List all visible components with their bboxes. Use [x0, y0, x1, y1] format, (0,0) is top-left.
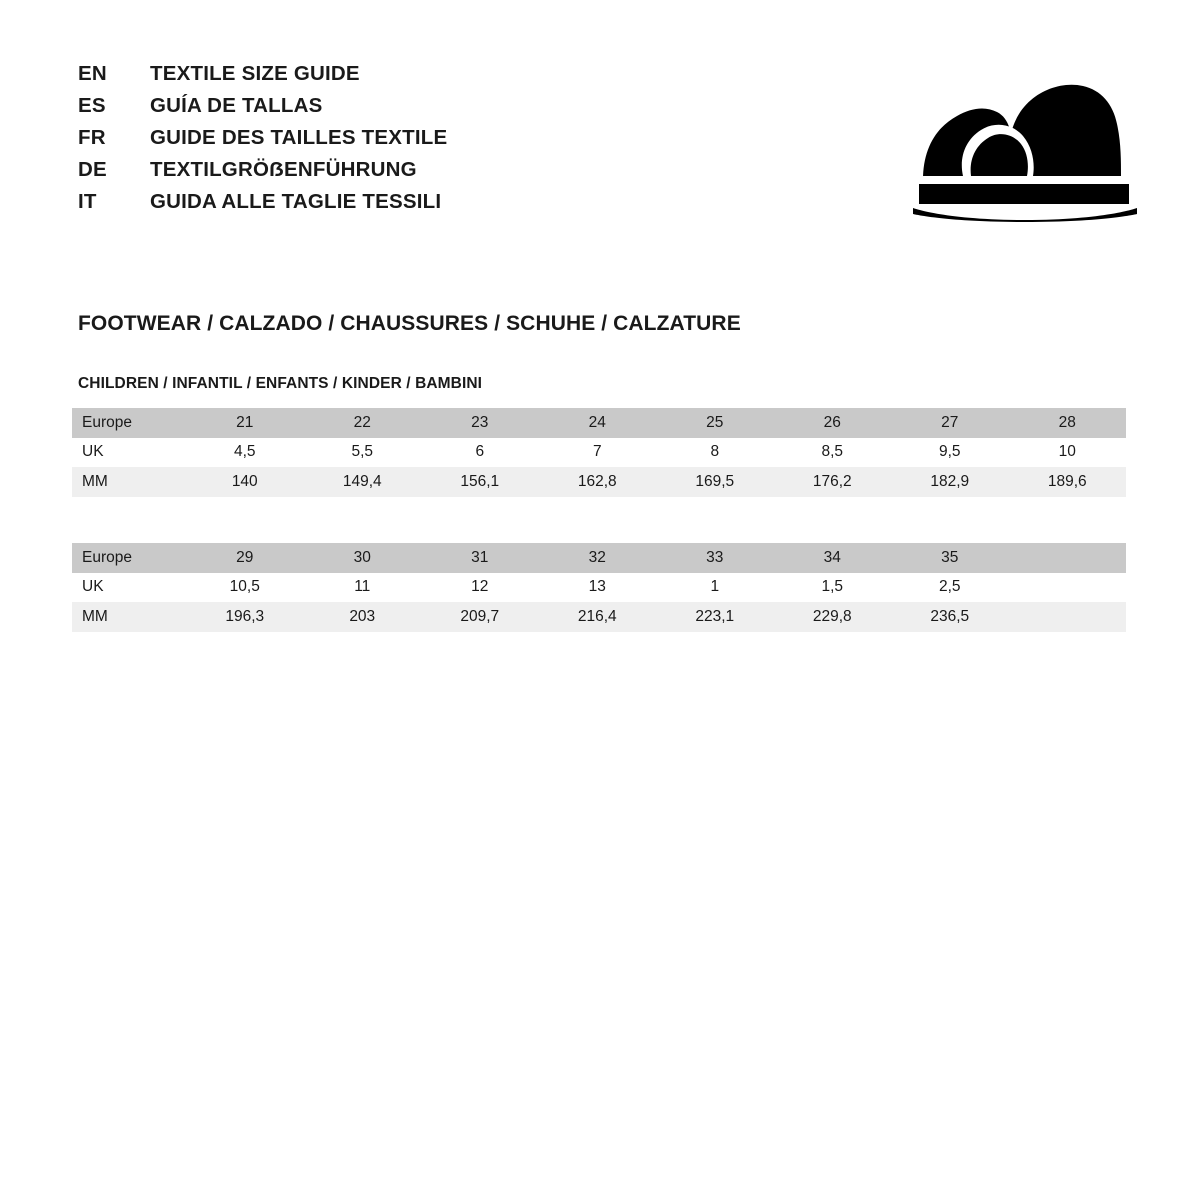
table-row: [72, 543, 1126, 573]
table-cell: 169,5: [656, 467, 774, 497]
table-cell: 5,5: [304, 438, 422, 468]
table-cell: 236,5: [891, 602, 1009, 632]
table-row: [72, 467, 1126, 497]
shoe-icon: [905, 72, 1145, 222]
table-row: [72, 438, 1126, 468]
language-title: GUIDE DES TAILLES TEXTILE: [150, 126, 448, 149]
group-title: CHILDREN / INFANTIL / ENFANTS / KINDER / BAMBINI: [78, 375, 483, 392]
table-cell: 196,3: [186, 602, 304, 632]
table-cell: 11: [304, 573, 422, 603]
table-cell: 13: [539, 573, 657, 603]
row-label: MM: [72, 602, 186, 632]
language-title: GUÍA DE TALLAS: [150, 94, 323, 117]
language-code: ES: [78, 94, 106, 117]
language-title: TEXTILE SIZE GUIDE: [150, 62, 360, 85]
table-cell: 30: [304, 543, 422, 573]
language-title: TEXTILGRÖẞENFÜHRUNG: [150, 158, 417, 181]
table-cell: 4,5: [186, 438, 304, 468]
table-cell: 229,8: [774, 602, 892, 632]
table-cell: 28: [1009, 408, 1127, 438]
table-cell: 33: [656, 543, 774, 573]
table-cell-empty: [1009, 543, 1127, 573]
row-label: UK: [72, 438, 186, 468]
table-cell: 12: [421, 573, 539, 603]
table-cell: 6: [421, 438, 539, 468]
table-cell: 22: [304, 408, 422, 438]
language-code: FR: [78, 126, 106, 149]
language-title: GUIDA ALLE TAGLIE TESSILI: [150, 190, 442, 213]
table-cell: 34: [774, 543, 892, 573]
table-cell: 27: [891, 408, 1009, 438]
table-cell: 216,4: [539, 602, 657, 632]
table-cell: 140: [186, 467, 304, 497]
table-cell: 1,5: [774, 573, 892, 603]
table-cell: 29: [186, 543, 304, 573]
table-row: [72, 573, 1126, 603]
table-cell: 31: [421, 543, 539, 573]
table-cell: 8: [656, 438, 774, 468]
table-cell-empty: [1009, 602, 1127, 632]
table-cell: 35: [891, 543, 1009, 573]
table-cell: 209,7: [421, 602, 539, 632]
table-cell: 24: [539, 408, 657, 438]
size-table-children-2: [72, 543, 1126, 632]
table-cell: 182,9: [891, 467, 1009, 497]
table-cell: 2,5: [891, 573, 1009, 603]
table-cell: 8,5: [774, 438, 892, 468]
table-cell: 25: [656, 408, 774, 438]
row-label: MM: [72, 467, 186, 497]
row-label: Europe: [72, 408, 186, 438]
table-row: [72, 602, 1126, 632]
table-cell: 223,1: [656, 602, 774, 632]
table-row: [72, 408, 1126, 438]
table-cell: 21: [186, 408, 304, 438]
section-title: FOOTWEAR / CALZADO / CHAUSSURES / SCHUHE / CALZATURE: [78, 312, 741, 335]
table-cell: 10,5: [186, 573, 304, 603]
table-cell: 162,8: [539, 467, 657, 497]
table-cell: 149,4: [304, 467, 422, 497]
table-cell: 9,5: [891, 438, 1009, 468]
table-cell: 23: [421, 408, 539, 438]
language-code: EN: [78, 62, 107, 85]
row-label: UK: [72, 573, 186, 603]
table-cell: 176,2: [774, 467, 892, 497]
table-cell: 189,6: [1009, 467, 1127, 497]
size-table-children-1: [72, 408, 1126, 497]
language-code: IT: [78, 190, 97, 213]
table-cell: 7: [539, 438, 657, 468]
table-cell: 1: [656, 573, 774, 603]
table-cell: 26: [774, 408, 892, 438]
table-cell: 156,1: [421, 467, 539, 497]
table-cell-empty: [1009, 573, 1127, 603]
language-code: DE: [78, 158, 107, 181]
row-label: Europe: [72, 543, 186, 573]
table-cell: 10: [1009, 438, 1127, 468]
table-cell: 32: [539, 543, 657, 573]
table-cell: 203: [304, 602, 422, 632]
